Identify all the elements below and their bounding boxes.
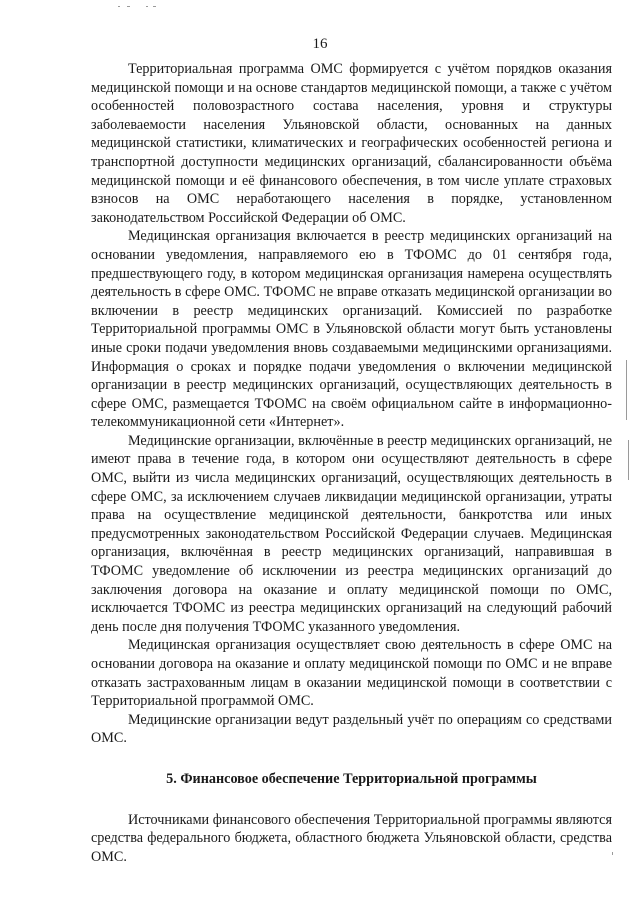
scan-artifact xyxy=(127,6,130,7)
paragraph: Медицинская организация осуществляет свою деятельность в сфере ОМС на основании договора на оказание и оплату медицинской помощи по ОМС и не вправе отказать застрахованным лицам в оказании медицинской помощи в соответствии с Территориальной программой ОМС. xyxy=(91,637,612,710)
paragraph: Территориальная программа ОМС формируется с учётом порядков оказания медицинской помощи и на основе стандартов медицинской помощи, а также с учётом особенностей половозрастного состава населения, уровня и структуры заболеваемости населения Ульяновской области, основанных на данных медицинской статистики, климатических и географических особенностей региона и транспортной доступности медицинских организаций, сбалансированности объёма медицинской помощи и её финансового обеспечения, в том числе уплате страховых взносов на ОМС неработающего населения в порядке, установленном законодательством Российской Федерации об ОМС. xyxy=(91,61,612,226)
paragraph: Медицинские организации, включённые в реестр медицинских организаций, не имеют права в течение года, в котором они осуществляют деятельность в сфере ОМС, выйти из числа медицинских организаций, осуществляющих деятельность в сфере ОМС, за исключением случаев ликвидации медицинской организации, утраты права на осуществление медицинской деятельности, банкротства или иных предусмотренных законодательством Российской Федерации случаев. Медицинская организация, включённая в реестр медицинских организаций, направившая в ТФОМС уведомление об исключении из реестра медицинских организаций до заключения договора на оказание и оплату медицинской помощи по ОМС, исключается ТФОМС из реестра медицинских организаций на следующий рабочий день после дня получения ТФОМС указанного уведомления. xyxy=(91,432,612,635)
scan-artifact xyxy=(153,6,156,7)
scan-artifact xyxy=(146,6,148,7)
paragraph: Медицинские организации ведут раздельный учёт по операциям со средствами ОМС. xyxy=(91,711,612,747)
paragraph: Медицинская организация включается в реестр медицинских организаций на основании уведомления, направляемого ею в ТФОМС до 01 сентября года, предшествующего году, в котором медицинская организация намерена осуществлять деятельность в сфере ОМС. ТФОМС не вправе отказать медицинской организации во включении в реестр медицинских организаций. Комиссией по разработке Территориальной программы ОМС в Ульяновской области могут быть установлены иные сроки подачи уведомления вновь создаваемыми медицинскими организациями. Информация о сроках и порядке подачи уведомления о включении медицинской организации в реестр медицинских организаций, осуществляющих деятельность в сфере ОМС, размещается ТФОМС на своём официальном сайте в информационно-телекоммуникационной сети «Интернет». xyxy=(91,228,612,431)
scan-artifact xyxy=(626,360,627,420)
scan-artifact xyxy=(118,6,120,7)
section-heading: 5. Финансовое обеспечение Территориальной программы xyxy=(166,770,537,787)
document-body xyxy=(91,60,612,866)
page-number: 16 xyxy=(312,36,328,52)
paragraph: Источниками финансового обеспечения Территориальной программы являются средства федерального бюджета, областного бюджета Ульяновской области, средства ОМС. xyxy=(91,811,612,865)
scan-artifact xyxy=(612,852,613,855)
scan-artifact xyxy=(628,440,629,480)
